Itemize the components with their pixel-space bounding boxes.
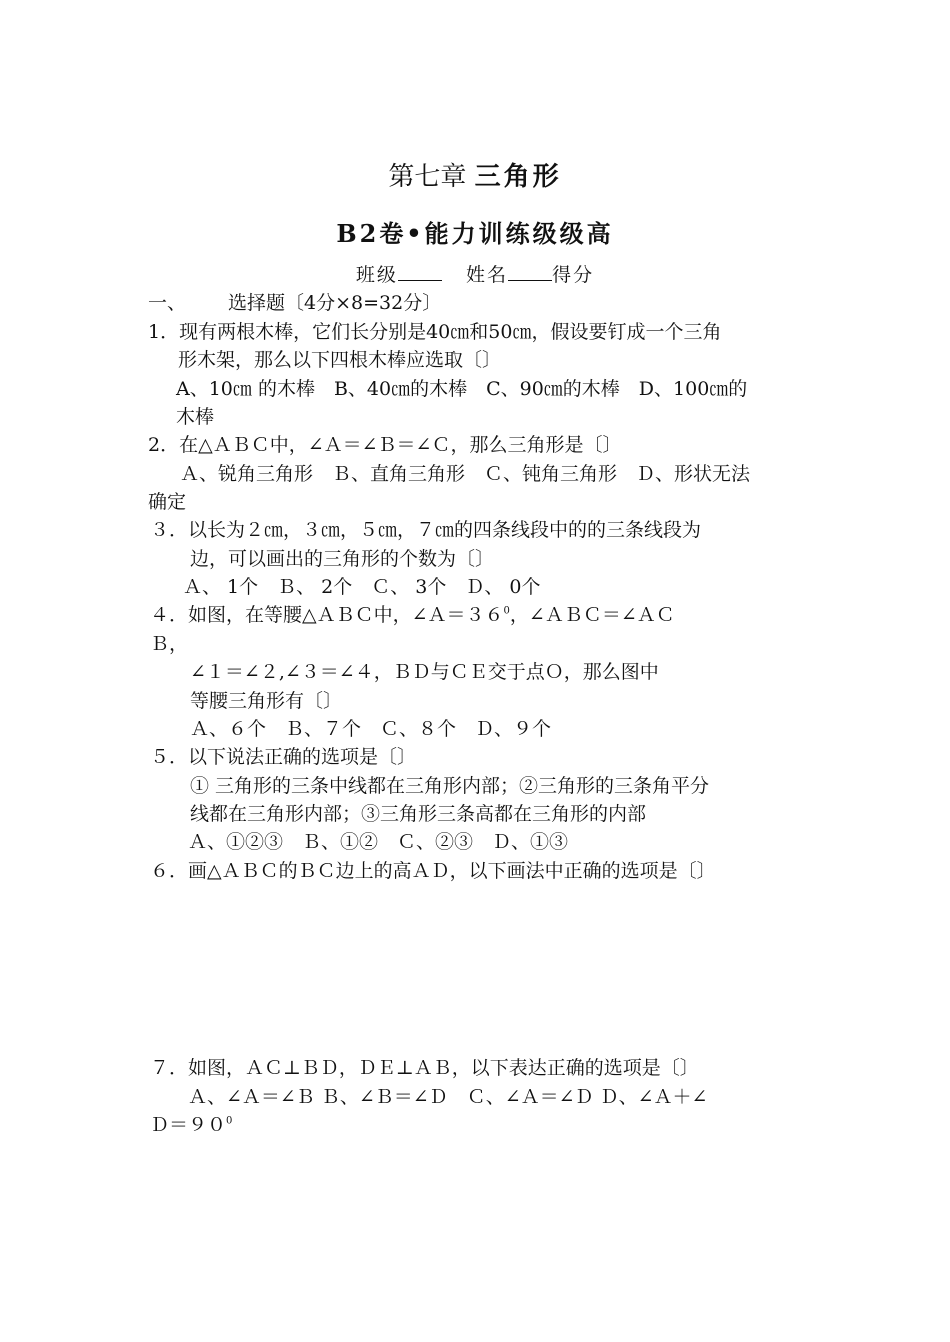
q7-degree-mark: 0	[226, 1115, 233, 1127]
q1-options-wrap: 木棒	[176, 406, 215, 428]
class-blank[interactable]	[398, 262, 442, 281]
name-label: 姓名	[466, 264, 509, 286]
q1-stem-line2: 形木架，那么以下四根木棒应选取〔〕	[178, 349, 502, 371]
chapter-title	[0, 160, 950, 194]
name-blank[interactable]	[508, 262, 552, 281]
q4-stem-line2: Ｂ，	[150, 633, 189, 655]
q4-stem-line4: 等腰三角形有〔〕	[190, 690, 343, 712]
q2-options-wrap: 确定	[148, 491, 187, 513]
q7-option-d-tail: Ｄ＝９０	[150, 1114, 227, 1136]
section-number: 一、	[148, 292, 187, 314]
q5-stem: ５．以下说法正确的选项是〔〕	[150, 746, 417, 768]
q3-stem-line1: ３．以长为２㎝，３㎝，５㎝，７㎝的四条线段中的的三条线段为	[150, 519, 702, 541]
q7-stem: ７．如图，ＡＣ⊥ＢＤ，ＤＥ⊥ＡＢ，以下表达正确的选项是〔〕	[150, 1057, 699, 1079]
q6-stem: ６．画△ＡＢＣ的ＢＣ边上的高ＡＤ，以下画法中正确的选项是〔〕	[150, 860, 716, 882]
q4-stem-part2: ，∠ＡＢＣ＝∠ＡＣ	[509, 604, 675, 626]
q4-options: Ａ、６个 Ｂ、７个 Ｃ、８个 Ｄ、９个	[190, 718, 552, 740]
q4-degree-mark: 0	[503, 605, 510, 617]
section-title: 选择题〔4分×8=32分〕	[228, 292, 442, 314]
q7-options-line: Ａ、∠Ａ＝∠Ｂ Ｂ、∠Ｂ＝∠Ｄ Ｃ、∠Ａ＝∠Ｄ Ｄ、∠Ａ＋∠	[188, 1086, 708, 1108]
score-label: 得分	[552, 264, 595, 286]
q7-options-wrap	[150, 1112, 232, 1138]
q3-stem-line2: 边，可以画出的三角形的个数为〔〕	[190, 548, 495, 570]
q5-statement-line1: ① 三角形的三条中线都在三角形内部；②三角形的三条角平分	[190, 775, 710, 797]
q3-options: Ａ、 1个 Ｂ、 2个 Ｃ、 3个 Ｄ、 0个	[183, 576, 541, 598]
q4-stem-part1: ４．如图，在等腰△ＡＢＣ中，∠Ａ＝３６	[150, 604, 504, 626]
q4-stem-line3: ∠１＝∠２,∠３＝∠４，ＢＤ与ＣＥ交于点Ｏ，那么图中	[190, 661, 659, 683]
student-info-line	[0, 262, 950, 288]
q2-options-line: Ａ、锐角三角形 Ｂ、直角三角形 Ｃ、钝角三角形 Ｄ、形状无法	[180, 463, 751, 485]
q4-stem-line1	[150, 602, 675, 628]
q2-stem: 2．在△ＡＢＣ中，∠Ａ＝∠Ｂ＝∠Ｃ，那么三角形是〔〕	[148, 434, 622, 456]
class-label: 班级	[355, 264, 398, 286]
chapter-number: 第七章	[388, 162, 467, 192]
q1-options-line: A、10㎝ 的木棒 B、40㎝的木棒 C、90㎝的木棒 D、100㎝的	[176, 378, 748, 400]
chapter-name: 三角形	[474, 162, 562, 192]
q1-stem-line1: 1．现有两根木棒，它们长分别是40㎝和50㎝，假设要钉成一个三角	[148, 321, 722, 343]
q5-options: Ａ、①②③ Ｂ、①② Ｃ、②③ Ｄ、①③	[188, 831, 569, 853]
section-heading	[148, 290, 441, 316]
q5-statement-line2: 线都在三角形内部；③三角形三条高都在三角形的内部	[190, 803, 647, 825]
paper-subtitle: B2卷•能力训练级级高	[336, 219, 614, 248]
